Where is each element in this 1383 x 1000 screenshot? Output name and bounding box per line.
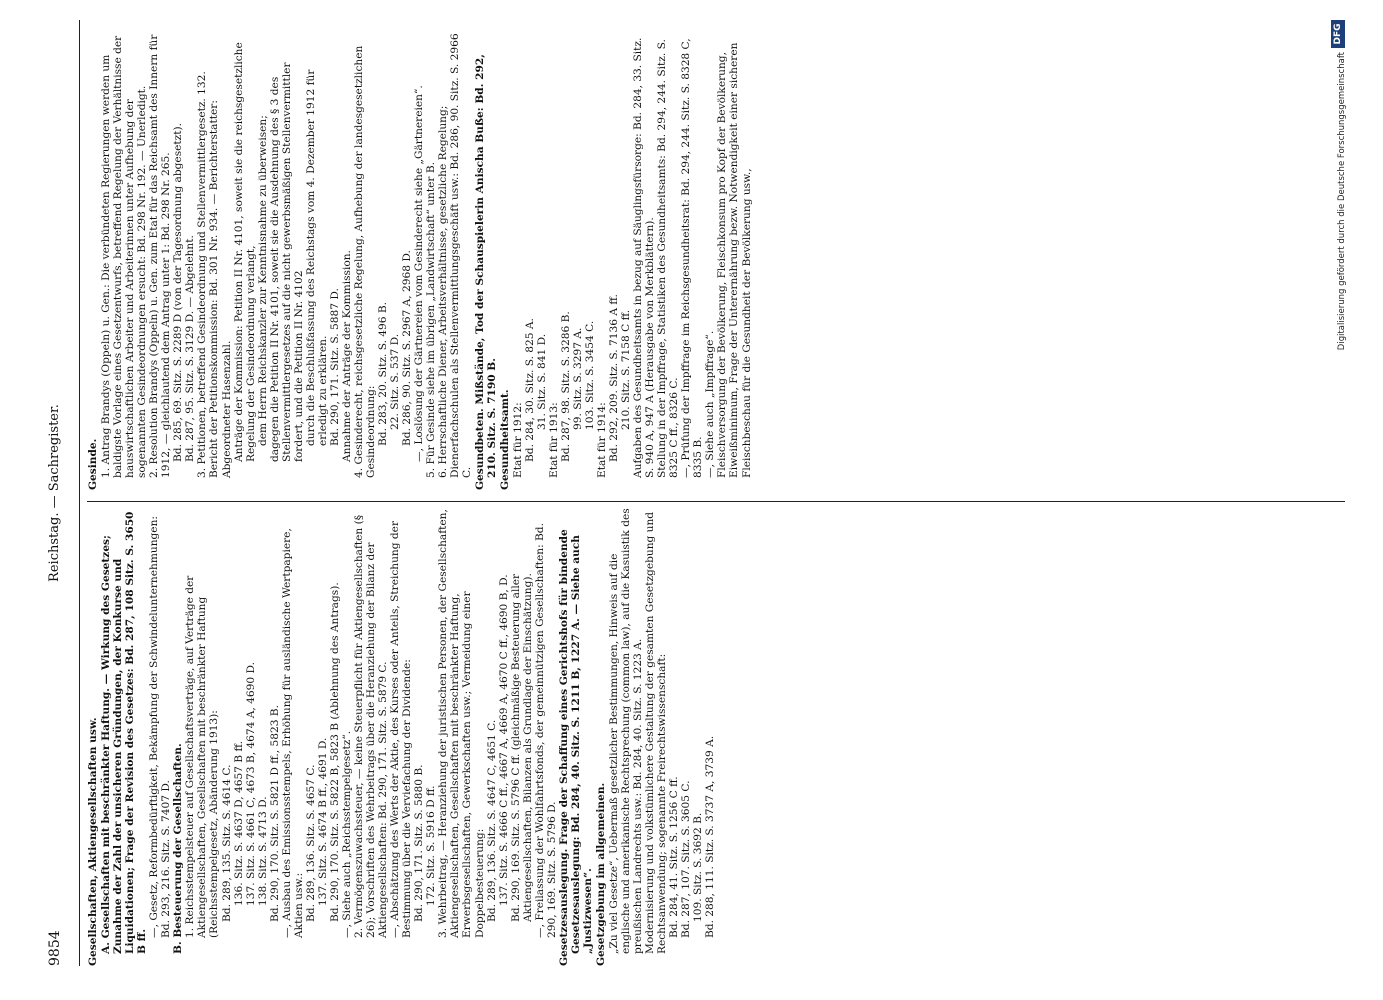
index-entry: 138. Sitz. S. 4713 D.: [256, 796, 269, 906]
index-entry: Bd. 287, 107. Sitz. S. 3605 C.: [680, 780, 693, 938]
index-entry: 172. Sitz. S. 5916 D ff.: [425, 785, 438, 906]
index-entry: Bd. 290, 170. Sitz. S. 5822 B, 5823 B (Ablehnung des Antrags).: [328, 582, 341, 922]
index-entry: Etat für 1912:: [511, 402, 524, 478]
index-entry: —, Siehe auch „Impffrage“.: [704, 330, 717, 478]
index-entry: 6. Herrschaftliche Diener, Arbeitsverhältnisse, gesetzliche Regelung; Dienerfachschulen als Stellenvermittlungsgeschäft usw.: Bd. 286, 90. Sitz. S. 2966 C.: [437, 30, 474, 478]
index-entry: Bd. 290, 171. Sitz. S. 5887 D.: [328, 288, 341, 446]
index-heading: Gesundheitsamt.: [498, 389, 511, 490]
page-number: 9854: [47, 930, 63, 966]
index-entry: Bd. 289, 135. Sitz. S. 4614 C.: [220, 764, 233, 922]
index-entry: Modernisierung und volkstümlichere Gestaltung der gesamten Gesetzgebung und Rechtsanwendung; sogenannte Freirechtswissenschaft:: [644, 508, 669, 954]
index-entry: Annahme der Anträge der Kommission.: [340, 250, 353, 462]
index-entry: 1. Antrag Brandys (Oppeln) u. Gen.: Die verbündeten Regierungen werden um baldigste Vorlage eines Gesetzentwurfs, betreffend Regelung der Verhältnisse der hauswirtschaftlichen Arbeiter und Arbeiterinnen unter Aufhebung der sogenannten Gesindeordnungen ersucht: Bd. 298 Nr. 192. — Unerledigt.: [100, 32, 149, 478]
index-entry: 137. Sitz. S. 4666 C ff., 4667 A, 4669 A, 4670 C ff., 4690 B, D.: [497, 574, 510, 906]
index-entry: —, Abschätzung des Werts der Aktie, des Kurses oder Anteils, Streichung der Bestimmung über die Verviefachung der Dividende:: [389, 517, 414, 938]
index-entry: 3. Wehrbeitrag, — Heranziehung der juristischen Personen, der Gesellschaften, Aktiengesellschaften, Gesellschaften mit beschränkter Haftung, Erwerbsgesellschaften, Gewerkschaften usw.; Vermeidung einer Doppelbesteuerung:: [437, 505, 486, 938]
index-entry: Fleischversorgung der Bevölkerung, Fleischkonsum pro Kopf der Bevölkerung, Eiweißminimum, Frage der Unterernährung bezw. Notwendigkeit einer sicheren Fleischbeschau für die Gesundheit der Bevölkerung usw.,: [716, 39, 753, 478]
dfg-logo: DFG: [1331, 20, 1345, 48]
index-heading: Gesundbeten. Mißstände, Tod der Schauspielerin Anischa Buße: Bd. 292, 210. Sitz. S. 7190 B.: [473, 50, 498, 490]
rotated-index-page: [31, 20, 1351, 980]
index-entry: Etat für 1913:: [547, 402, 560, 478]
index-entry: Bd. 289, 136. Sitz. S. 4657 C.: [304, 764, 317, 922]
index-entry: —, Ausbau des Emissionsstempels, Erhöhung für ausländische Wertpapiere, Aktien usw.:: [280, 524, 305, 938]
index-entry: durch die Beschlußfassung des Reichstags vom 4. Dezember 1912 für erledigt zu erklären.: [304, 66, 329, 446]
index-entry: 2. Vermögenszuwachssteuer, — keine Steuerpflicht für Aktiengesellschaften (§ 26); Vorschriften des Wehrbeitrags über die Heranziehung der Bilanz der Aktiengesellschaften: Bd. 290, 171. Sitz. S. 5879 C.: [353, 511, 390, 938]
index-entry: Bd. 283, 20. Sitz. S. 496 B.: [377, 301, 390, 446]
index-entry: 136. Sitz. S. 4637 D, 4657 B ff.: [232, 741, 245, 906]
index-entry: —, Siehe auch „Reichsstempelgesetz“.: [340, 730, 353, 938]
left-column: [87, 504, 1345, 966]
page-title: Reichstag. — Sachregister.: [47, 404, 62, 582]
index-entry: 109. Sitz. S. 3692 B.: [692, 812, 705, 922]
right-column: [87, 32, 1345, 490]
index-entry: 31. Sitz. S. 841 D.: [535, 333, 548, 430]
index-entry: Bd. 287, 95. Sitz. S. 3129 D. — Abgelehnt.: [184, 235, 197, 462]
index-entry: Bd. 284, 41. Sitz. S. 1256 C ff.: [668, 776, 681, 938]
index-entry: 3. Petitionen, betreffend Gesindeordnung und Stellenvermittlergesetz. 132. Bericht der Petitionskommission: Bd. 301 Nr. 934. — Berichterstatter: Abgeordneter Hasenzahl.: [196, 67, 233, 478]
index-entry: Bd. 292, 209. Sitz. S. 7136 A ff.: [608, 294, 621, 462]
index-entry: —, Prüfung der Impffrage im Reichsgesundheitsrat: Bd. 294, 244. Sitz. S. 8328 C, 8335 B.: [680, 34, 705, 478]
index-entry: Bd. 289, 136. Sitz. S. 4647 C, 4651 C.: [485, 719, 498, 922]
index-entry: dem Herrn Reichskanzler zur Kenntnisnahme zu überweisen;: [256, 115, 269, 446]
index-entry: „Zu viel Gesetze“, Uebermaß gesetzlicher Bestimmungen, Hinweis auf die englische und amerikanische Rechtsprechung (common law), auf die Kasuistik des preußischen Landrechts usw.: Bd. 284, 40. Sitz. S. 1223 A.: [608, 504, 645, 954]
index-entry: Bd. 290, 171. Sitz. S. 5880 B.: [413, 764, 426, 922]
column-divider: [87, 501, 1345, 502]
index-entry: A. Gesellschaften mit beschränkter Haftung. — Wirkung des Gesetzes; Zunahme der Zahl der unsicheren Gründungen, der Konkurse und Liquidationen; Frage der Revision des Gesetzes: Bd. 287, 108 Sitz. S. 3650 B ff.: [100, 507, 149, 954]
index-entry: 99. Sitz. S. 3297 A.: [571, 327, 584, 430]
index-entry: dagegen die Petition II Nr. 4101, soweit sie die Ausdehnung des § 3 des Stellenvermittlergesetzes auf die nicht gewerbsmäßigen Stellenvermittler fordert, und die Petition II Nr. 4102: [268, 59, 305, 462]
index-entry: Bd. 287, 98. Sitz. S. 3286 B.: [559, 311, 572, 462]
index-entry: 5. Für Gesinde siehe im übrigen „Landwirtschaft“ unter B.: [425, 162, 438, 478]
index-entry: Bd. 284, 30. Sitz. S. 825 A.: [523, 318, 536, 462]
index-entry: —, Loslösung der Gärtnereien vom Gesinderecht siehe „Gärtnereien“.: [413, 85, 426, 462]
index-entry: 137. Sitz. S. 4661 C, 4673 B, 4674 A, 4690 D.: [244, 662, 257, 906]
index-entry: Anträge der Kommission: Petition II Nr. 4101, soweit sie die reichsgesetzliche Regelung der Gesindeordnung verlangt,: [232, 38, 257, 462]
index-entry: Bd. 290, 170. Sitz. S. 5821 D ff., 5823 B.: [268, 705, 281, 922]
index-entry: 22. Sitz. S. 537 D.: [389, 333, 402, 430]
index-entry: Stellung in der Impffrage, Statistiken des Gesundheitsamts: Bd. 294, 244. Sitz. S. 8325 C ff., 8326 C.: [656, 35, 681, 478]
index-entry: Bd. 290, 169. Sitz. S. 5796 C ff. (gleichmäßige Besteuerung aller Aktiengesellschaften, Bilanzen als Grundlage der Einschätzung).: [509, 570, 534, 922]
running-head: [39, 20, 80, 966]
index-entry: Bd. 285, 69. Sitz. S. 2289 D (von der Tagesordnung abgesetzt).: [172, 123, 185, 462]
index-entry: —, Gesetz, Reformbedürftigkeit, Bekämpfung der Schwindelunternehmungen: Bd. 293, 216. Sitz. S. 7407 D.: [148, 512, 173, 938]
index-heading: Gesetzesauslegung. Frage der Schaffung eines Gerichtshofs für bindende Gesetzesauslegung: Bd. 284, 40. Sitz. S. 1211 B, 1227 A. — Siehe auch „Justizwesen“.: [557, 525, 594, 966]
index-entry: Etat für 1914:: [595, 402, 608, 478]
index-entry: Bd. 288, 111. Sitz. S. 3737 A, 3739 A.: [704, 735, 717, 938]
index-entry: —, Freilassung der Wohlfahrtsfonds, der gemeinnützigen Gesellschaften: Bd. 290, 169. Sitz. S. 5796 D.: [533, 519, 558, 938]
digitization-credit: Digitalisierung gefördert durch die Deutsche Forschungsgemeinschaft: [1337, 52, 1347, 351]
index-entry: Bd. 286, 90. Sitz. S. 2967 A, 2968 D.: [401, 250, 414, 446]
index-entry: 1. Reichsstempelsteuer auf Gesellschaftsverträge, auf Verträge der Aktiengesellschaften, Gesellschaften mit beschränkter Haftung (Reichsstempelgesetz, Abänderung 1913):: [184, 572, 221, 938]
index-entry: Aufgaben des Gesundheitsamts in bezug auf Säuglingsfürsorge: Bd. 284, 33. Sitz. S. 940 A, 947 A (Herausgabe von Merkblättern).: [632, 34, 657, 478]
index-entry: 4. Gesinderecht, reichsgesetzliche Regelung, Aufhebung der landesgesetzlichen Gesindeordnung:: [353, 42, 378, 478]
index-heading: Gesellschaften, Aktiengesellschaften usw.: [87, 717, 99, 966]
index-entry: 2. Resolution Brandys (Oppeln) u. Gen. zum Etat für das Reichsamt des Innern für 1912, — gleichlautend dem Antrag unter 1: Bd. 298 Nr. 265.: [148, 31, 173, 478]
index-heading: Gesinde.: [87, 438, 99, 490]
index-entry: 210. Sitz. S. 7158 C ff.: [620, 309, 633, 430]
index-entry: 137. Sitz. S. 4674 B ff., 4691 D.: [316, 737, 329, 906]
index-entry: B. Besteuerung der Gesellschaften.: [172, 743, 185, 954]
index-heading: Gesetzgebung im allgemeinen.: [594, 782, 607, 966]
index-entry: 103. Sitz. S. 3454 C.: [583, 320, 596, 430]
